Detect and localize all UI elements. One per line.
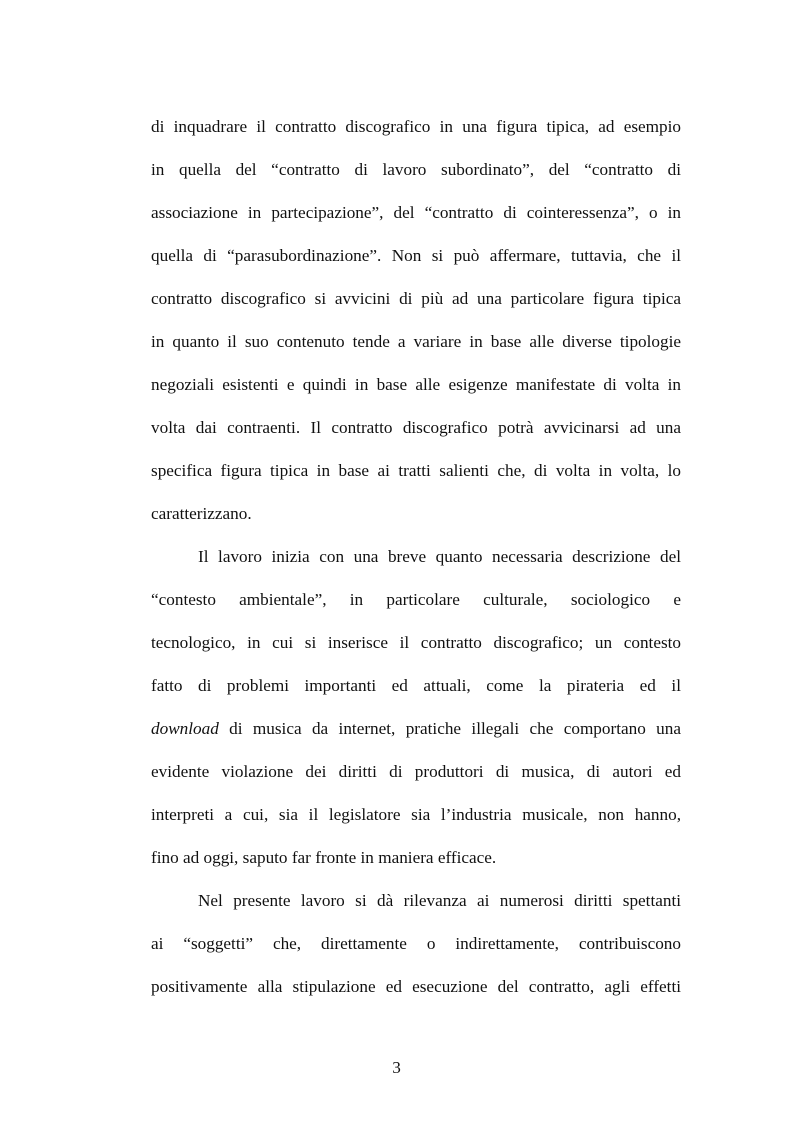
text-line: interpreti a cui, sia il legislatore sia l’industria musicale, non hanno,	[151, 805, 681, 824]
text-line: negoziali esistenti e quindi in base alle esigenze manifestate di volta in	[151, 375, 681, 394]
text-line: in quella del “contratto di lavoro subordinato”, del “contratto di	[151, 160, 681, 179]
text-line: “contesto ambientale”, in particolare culturale, sociologico e	[151, 590, 681, 609]
text-line: positivamente alla stipulazione ed esecuzione del contratto, agli effetti	[151, 977, 681, 996]
text-line: quella di “parasubordinazione”. Non si può affermare, tuttavia, che il	[151, 246, 681, 265]
body-text	[151, 108, 681, 1011]
text-line: fatto di problemi importanti ed attuali, come la pirateria ed il	[151, 676, 681, 695]
text-line: volta dai contraenti. Il contratto discografico potrà avvicinarsi ad una	[151, 418, 681, 437]
text-line: ai “soggetti” che, direttamente o indirettamente, contribuiscono	[151, 934, 681, 953]
text-line: caratterizzano.	[151, 504, 252, 523]
text-line	[151, 710, 681, 753]
text-line: associazione in partecipazione”, del “contratto di cointeressenza”, o in	[151, 203, 681, 222]
text-line: tecnologico, in cui si inserisce il contratto discografico; un contesto	[151, 633, 681, 652]
text-line: Nel presente lavoro si dà rilevanza ai numerosi diritti spettanti	[198, 891, 681, 910]
text-line: contratto discografico si avvicini di più ad una particolare figura tipica	[151, 289, 681, 308]
page-number: 3	[392, 1058, 401, 1077]
text-line: specifica figura tipica in base ai tratti salienti che, di volta in volta, lo	[151, 461, 681, 480]
text-line: Il lavoro inizia con una breve quanto necessaria descrizione del	[198, 547, 681, 566]
text-line: fino ad oggi, saputo far fronte in maniera efficace.	[151, 848, 497, 867]
italic-term: download	[151, 719, 219, 738]
text-line: di inquadrare il contratto discografico in una figura tipica, ad esempio	[151, 117, 681, 136]
text-line: evidente violazione dei diritti di produttori di musica, di autori ed	[151, 762, 681, 781]
text-line: in quanto il suo contenuto tende a variare in base alle diverse tipologie	[151, 332, 681, 351]
text-fragment: di musica da internet, pratiche illegali che comportano una	[218, 719, 681, 738]
